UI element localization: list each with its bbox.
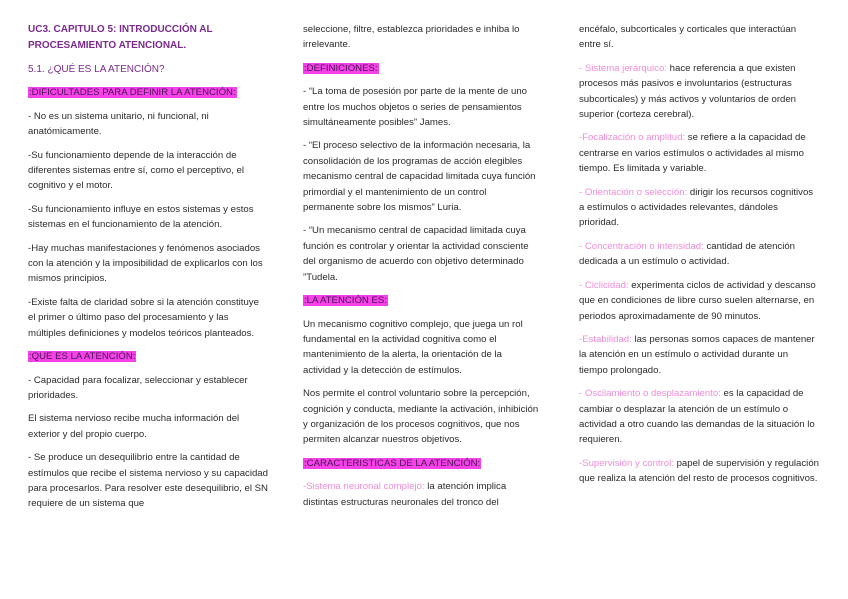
term-text: la atención implica distintas estructuras neuronales del tronco del — [303, 481, 507, 508]
paragraph — [579, 278, 819, 324]
term-text: se refiere a la capacidad de centrarse en varios estímulos o actividades al mismo tiempo. Es limitada y variable. — [579, 132, 806, 175]
highlight-heading: :DIFICULTADES PARA DEFINIR LA ATENCIÓN: — [29, 87, 236, 99]
paragraph: - “Un mecanismo central de capacidad limitada cuya función es controlar y orientar la actividad consciente del organismo de acuerdo con objetivo determinado ”Tudela. — [303, 225, 529, 283]
term-text: cantidad de atención dedicada a un estímulo o actividad. — [579, 240, 796, 268]
paragraph: - Capacidad para focalizar, seleccionar y establecer prioridades. — [28, 374, 248, 401]
term-label: -Focalización o amplitud: — [579, 132, 686, 144]
term-text: experimenta ciclos de actividad y descanso que en condiciones de libre curso suelen alternarse, en periodos aproximadamente de 90 minutos. — [579, 279, 816, 322]
paragraph: seleccione, filtre, establezca prioridades e inhiba lo irrelevante. — [303, 24, 520, 51]
heading-what-is-attention — [28, 349, 268, 364]
term-label: -Estabilidad: — [579, 333, 632, 345]
term-text: dirigir los recursos cognitivos a estímulos o actividades relevantes, dándoles prioridad. — [579, 186, 814, 229]
paragraph: - “El proceso selectivo de la información necesaria, la consolidación de los programas de acción elegibles mecanismo central de capacidad limitada cuya función primordial y el mantenimiento de un control permanente sobre los mismos” Luria. — [303, 140, 536, 214]
paragraph — [579, 61, 819, 123]
paragraph: Nos permite el control voluntario sobre la percepción, cognición y conducta, mediante la activación, inhibición y organización de los procesos cognitivos, que nos permiten alcanzar nuestros objetivos. — [303, 388, 539, 446]
paragraph: -Su funcionamiento depende de la interacción de diferentes sistemas entre sí, como el perceptivo, el cognitivo y el motor. — [28, 149, 244, 192]
term-label: - Ciclicidad: — [579, 279, 629, 291]
highlight-heading: :LA ATENCIÓN ES: — [304, 295, 387, 307]
paragraph: encéfalo, subcorticales y corticales que interactúan entre sí. — [579, 24, 797, 51]
heading-definitions — [303, 61, 539, 76]
paragraph — [579, 456, 819, 487]
paragraph: Un mecanismo cognitivo complejo, que juega un rol fundamental en la actividad cognitiva como el mantenimiento de la alerta, la orientación de la actividad y la detección de estímulos. — [303, 318, 523, 376]
paragraph: El sistema nervioso recibe mucha información del exterior y del propio cuerpo. — [28, 413, 240, 440]
column-2 — [303, 22, 539, 518]
paragraph — [579, 332, 819, 378]
term-text: las personas somos capaces de mantener la atención en un estímulo o actividad durante un tiempo prolongado. — [579, 333, 815, 376]
paragraph — [579, 185, 819, 231]
paragraph: - “La toma de posesión por parte de la mente de uno entre los muchos objetos o series de pensamientos simultáneamente posibles” James. — [303, 86, 527, 129]
paragraph — [579, 386, 819, 448]
heading-attention-is — [303, 293, 539, 308]
term-text: es la capacidad de cambiar o desplazar la atención de un estímulo o actividad a otro cuando las demandas de la situación lo requieren. — [579, 388, 815, 446]
paragraph — [303, 479, 539, 510]
highlight-heading: :DEFINICIONES: — [304, 62, 378, 74]
paragraph — [579, 130, 819, 176]
term-label: - Concentración o intensidad: — [579, 240, 704, 252]
highlight-heading: :QUE ES LA ATENCIÓN: — [29, 351, 136, 363]
term-label: -Supervisión y control: — [579, 457, 674, 469]
term-label: -Sistema neuronal complejo: — [303, 481, 425, 493]
term-text: hace referencia a que existen procesos más pasivos e involuntarios (estructuras subcorticales) y más activos y voluntarios de orden superior (corteza cerebral). — [579, 62, 797, 121]
heading-characteristics — [303, 456, 539, 471]
term-label: - Orientación o selección: — [579, 186, 688, 198]
term-text: papel de supervisión y regulación que realiza la atención del resto de procesos cognitivos. — [579, 457, 819, 485]
column-3 — [579, 22, 819, 495]
term-label: - Sistema jerárquico: — [579, 62, 667, 74]
paragraph: -Existe falta de claridad sobre si la atención constituye el primer o último paso del procesamiento y las múltiples definiciones y modelos teóricos planteados. — [28, 296, 259, 339]
term-label: - Oscilamiento o desplazamiento: — [579, 388, 721, 400]
paragraph: - Se produce un desequilibrio entre la cantidad de estímulos que recibe el sistema nervioso y su capacidad para procesarlos. Para resolver este desequilibrio, el SN requiere de un sistema que — [28, 452, 268, 510]
paragraph — [579, 239, 819, 270]
highlight-heading: :CARACTERISTICAS DE LA ATENCIÓN: — [304, 457, 481, 469]
paragraph: - No es un sistema unitario, ni funcional, ni anatómicamente. — [28, 110, 209, 138]
chapter-title: UC3. CAPITULO 5: INTRODUCCIÓN AL PROCESAMIENTO ATENCIONAL. — [28, 24, 213, 51]
heading-difficulties — [28, 85, 268, 100]
paragraph: -Hay muchas manifestaciones y fenómenos asociados con la atención y la imposibilidad de explicarlos con los mismos principios. — [28, 242, 263, 285]
section-title: 5.1. ¿QUÉ ES LA ATENCIÓN? — [28, 64, 165, 75]
paragraph: -Su funcionamiento influye en estos sistemas y estos sistemas en el funcionamiento de la atención. — [28, 203, 254, 231]
column-1 — [28, 22, 268, 520]
